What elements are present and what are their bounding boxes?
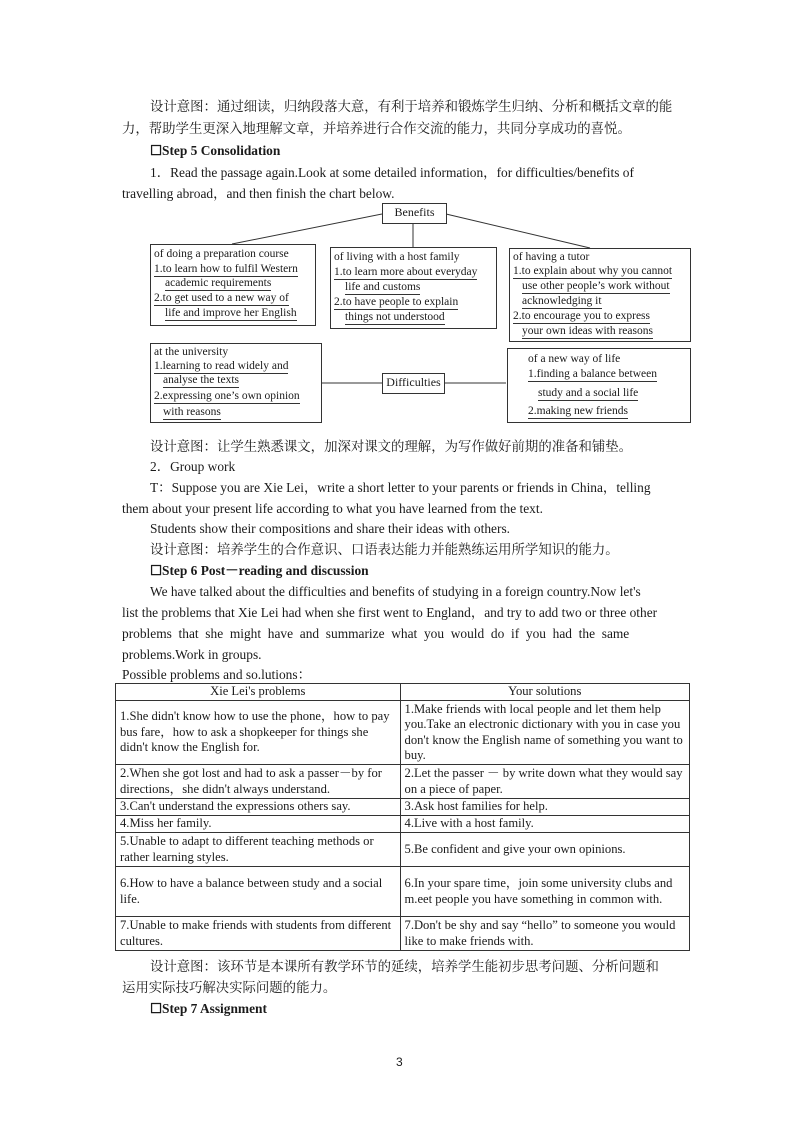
problem-cell: 4.Miss her family. [116,816,401,833]
box-new-way-of-life [507,348,691,423]
box-line: 2.making new friends [528,405,628,417]
step5-title: Step 5 Consolidation [162,143,281,158]
step5-task1-line2: travelling abroad，and then finish the chart below. [122,186,395,201]
step5-task1-line1: 1．Read the passage again.Look at some detailed information，for difficulties/benefits of [150,165,634,180]
box-line: life and customs [345,281,421,293]
box-line: with reasons [163,406,221,418]
checkbox-icon: ☐ [150,563,163,578]
box-line: of a new way of life [528,353,621,365]
design-intent-3: 设计意图：培养学生的合作意识、口语表达能力并能熟练运用所学知识的能力。 [150,542,619,557]
box-line: 2.expressing one’s own opinion [154,390,300,402]
box-line: 2.to have people to explain [334,296,459,308]
benefits-label: Benefits [382,203,447,224]
box-line: 1.finding a balance between [528,368,657,380]
solution-cell: 6.In your spare time，join some university clubs and m.eet people you have something in common with. [400,867,689,917]
table-header-problems: Xie Lei's problems [116,684,401,701]
table-row [116,833,690,867]
table-row [116,917,690,951]
step6-para-line3: problems that she might have and summarize what you would do if you had the same [122,626,630,641]
checkbox-icon: ☐ [150,143,163,158]
step6-para-line2: list the problems that Xie Lei had when she first went to England，and try to add two or three other [122,605,658,620]
problem-cell: 1.She didn't know how to use the phone，how to pay bus fare，how to ask a shopkeeper for things she didn't know the English for. [116,701,401,765]
box-line: of doing a preparation course [154,248,289,260]
box-line: of living with a host family [334,251,460,263]
table-row [116,765,690,799]
solution-cell: 2.Let the passer － by write down what they would say on a piece of paper. [400,765,689,799]
box-line: acknowledging it [522,295,602,307]
box-line: things not understood [345,311,445,323]
design-intent-4-line1: 设计意图：该环节是本课所有教学环节的延续，培养学生能初步思考问题、分析问题和 [150,959,659,974]
box-line: your own ideas with reasons [522,325,653,337]
box-line: 2.to encourage you to express [513,310,651,322]
box-line: at the university [154,346,229,358]
problem-cell: 6.How to have a balance between study and a social life. [116,867,401,917]
box-host-family [330,247,497,329]
step6-title: Step 6 Post－reading and discussion [162,563,369,578]
box-line: analyse the texts [163,374,240,386]
problems-solutions-table [115,683,690,951]
design-intent-1-line1: 设计意图：通过细读，归纳段落大意，有利于培养和锻炼学生归纳、分析和概括文章的能 [150,99,673,114]
box-line: 1.to explain about why you cannot [513,265,673,277]
solution-cell: 7.Don't be shy and say “hello” to someone you would like to make friends with. [400,917,689,951]
problem-cell: 7.Unable to make friends with students from different cultures. [116,917,401,951]
box-line: 1.to learn more about everyday [334,266,478,278]
box-line: of having a tutor [513,251,590,263]
box-line: use other people’s work without [522,280,670,292]
design-intent-1-line2: 力，帮助学生更深入地理解文章，并培养进行合作交流的能力，共同分享成功的喜悦。 [122,121,631,136]
solution-cell: 1.Make friends with local people and let them help you.Take an electronic dictionary with you in case you don't know the English name of something you want to buy. [400,701,689,765]
group-work-t-line1: T：Suppose you are Xie Lei，write a short letter to your parents or friends in China，telling [150,480,651,495]
problem-cell: 2.When she got lost and had to ask a passer－by for directions，she didn't always understand. [116,765,401,799]
design-intent-2: 设计意图：让学生熟悉课文，加深对课文的理解，为写作做好前期的准备和铺垫。 [150,439,633,454]
table-header-solutions: Your solutions [400,684,689,701]
solution-cell: 5.Be confident and give your own opinions. [400,833,689,867]
group-work-t-line2: them about your present life according to what you have learned from the text. [122,501,543,516]
group-work-title: 2．Group work [150,459,236,474]
step6-para-line4: problems.Work in groups. [122,647,262,662]
checkbox-icon: ☐ [150,1001,163,1016]
table-row [116,799,690,816]
solution-cell: 3.Ask host families for help. [400,799,689,816]
problem-cell: 5.Unable to adapt to different teaching methods or rather learning styles. [116,833,401,867]
step6-heading [150,560,369,581]
solution-cell: 4.Live with a host family. [400,816,689,833]
problem-cell: 3.Can't understand the expressions others say. [116,799,401,816]
box-university [150,343,322,423]
table-row [116,816,690,833]
box-line: 2.to get used to a new way of [154,292,289,304]
table-row [116,867,690,917]
box-line: academic requirements [165,277,272,289]
step7-heading [150,998,267,1019]
box-line: life and improve her English [165,307,297,319]
box-preparation-course [150,244,316,326]
difficulties-label: Difficulties [382,373,445,394]
table-row [116,701,690,765]
step6-para-line1: We have talked about the difficulties and benefits of studying in a foreign country.Now let's [150,584,641,599]
box-tutor [509,248,691,342]
box-line: 1.to learn how to fulfil Western [154,263,298,275]
design-intent-4-line2: 运用实际技巧解决实际问题的能力。 [122,980,337,995]
table-header-row [116,684,690,701]
box-line: study and a social life [538,387,639,399]
box-line: 1.learning to read widely and [154,360,289,372]
page-number: 3 [396,1055,403,1069]
group-work-students: Students show their compositions and share their ideas with others. [150,521,511,536]
step7-title: Step 7 Assignment [162,1001,267,1016]
possible-solutions-label: Possible problems and so.lutions： [122,667,311,682]
